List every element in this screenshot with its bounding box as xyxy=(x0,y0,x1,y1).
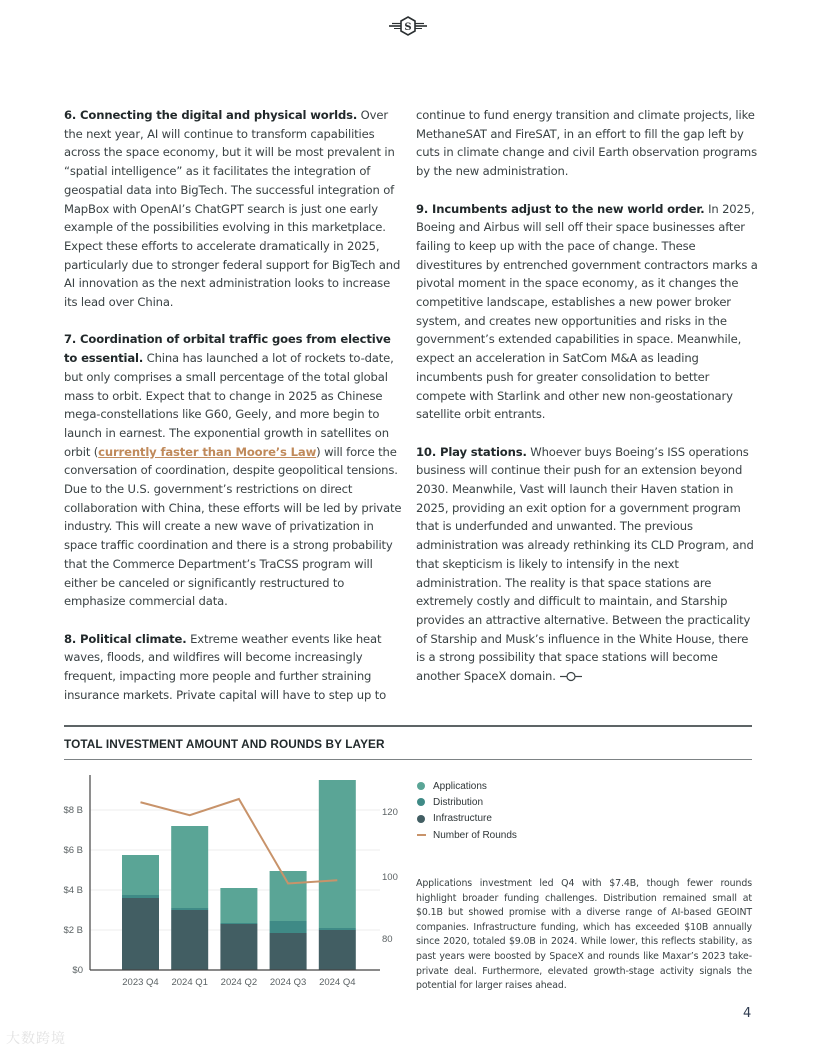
bar-segment-applications xyxy=(220,888,257,923)
winged-s-emblem-icon xyxy=(388,14,428,38)
prediction-7-heading: 7. Coordination of orbital traffic goes from elective to essential. xyxy=(64,332,391,366)
legend-line-icon xyxy=(417,834,426,836)
bar-segment-infrastructure xyxy=(171,910,208,970)
prediction-8-continued: continue to fund energy transition and climate projects, like MethaneSAT and FireSAT, in an effort to fill the gap left by cuts in climate change and civil Earth observation programs by the new administration. xyxy=(416,108,757,179)
y-tick-label: $2 B xyxy=(63,925,83,936)
prediction-9-body: In 2025, Boeing and Airbus will sell off their space businesses after failing to keep up with the pace of change. These divestitures by entrenched government contractors marks a pivotal moment in the space economy, as it changes the competitive landscape, establishes a new power broker system, and creates new opportunities and risks in the government’s extended capabilities in space. Meanwhile, expect an acceleration in SatCom M&A as leading incumbents push for greater consolidation to better compete with Starlink and other new non-geostationary satellite orbit entrants. xyxy=(416,201,758,422)
prediction-7 xyxy=(64,330,406,611)
moores-law-link[interactable]: currently faster than Moore’s Law xyxy=(98,444,317,459)
legend-item-distribution xyxy=(417,794,517,810)
legend-item-rounds xyxy=(417,827,517,843)
prediction-9 xyxy=(416,200,758,424)
prediction-10-heading: 10. Play stations. xyxy=(416,444,527,459)
legend-label: Applications xyxy=(433,780,487,792)
prediction-6 xyxy=(64,106,406,312)
bar-segment-distribution xyxy=(220,923,257,924)
legend-label: Distribution xyxy=(433,796,484,808)
x-tick-label: 2024 Q1 xyxy=(171,977,208,988)
right-text-column xyxy=(416,106,758,704)
x-tick-label: 2024 Q2 xyxy=(220,977,258,988)
bar-segment-infrastructure xyxy=(270,933,307,970)
chart-caption: Applications investment led Q4 with $7.4B, though fewer rounds highlight broader funding challenges. Distribution remained small at $0.1B but showed promise with a diverse range of AI-based GEOINT companies. Infrastructure funding, which has exceeded $10B annually since 2020, totaled $9.0B in 2024. While lower, this reflects stability, as past years were boosted by SpaceX and rounds like Maxar’s 2023 take-private deal. Furthermore, elevated growth-stage activity signals the potential for larger raises ahead. xyxy=(416,878,752,992)
bar-segment-infrastructure xyxy=(319,930,356,970)
watermark: 大数跨境 xyxy=(6,1031,66,1047)
prediction-8-heading: 8. Political climate. xyxy=(64,631,187,646)
svg-text:S: S xyxy=(404,22,412,33)
winged-s-emblem-icon xyxy=(560,671,582,682)
y-tick-label: $6 B xyxy=(63,845,83,856)
bar-segment-distribution xyxy=(122,895,159,898)
legend-label: Number of Rounds xyxy=(433,829,517,841)
page-number: 4 xyxy=(743,1006,752,1021)
prediction-6-heading: 6. Connecting the digital and physical worlds. xyxy=(64,108,358,122)
bar-segment-distribution xyxy=(270,921,307,933)
prediction-7-body-b: ) will force the conversation of coordination, despite geopolitical tensions. Due to the U.S. government’s restrictions on direct collaboration with China, these efforts will be led by private industry. This will create a new wave of privatization in space traffic coordination and there is a strong probability that the Commerce Department’s TraCSS program will either be canceled or significantly restructured to emphasize commercial data. xyxy=(64,444,402,609)
y-tick-label: $0 xyxy=(72,965,83,976)
bar-segment-applications xyxy=(122,855,159,895)
bar-segment-applications xyxy=(270,871,307,921)
bar-segment-applications xyxy=(319,780,356,928)
bar-segment-applications xyxy=(171,826,208,908)
prediction-10-body: Whoever buys Boeing’s ISS operations business will continue their push for an extension beyond 2030. Meanwhile, Vast will launch their Haven station in 2025, providing an exit option for a government program that is underfunded and unwanted. The previous administration was already rethinking its CLD Program, and that skepticism is likely to intensify in the next administration. The reality is that space stations are extremely costly and difficult to maintain, and Starship provides an attractive alternative. Between the practicality of Starship and Musk’s influence in the White House, there is a strong possibility that space stations will become another SpaceX domain. xyxy=(416,444,754,684)
x-tick-label: 2024 Q3 xyxy=(269,977,307,988)
legend-dot-icon xyxy=(417,798,425,806)
y2-tick-label: 100 xyxy=(382,872,398,883)
prediction-8 xyxy=(64,630,406,705)
chart-title-rule xyxy=(64,759,752,760)
bar-segment-infrastructure xyxy=(122,898,159,970)
prediction-10 xyxy=(416,443,758,686)
x-tick-label: 2024 Q4 xyxy=(319,977,356,988)
chart-top-rule xyxy=(64,725,752,727)
left-text-column xyxy=(64,106,406,723)
bar-segment-distribution xyxy=(171,908,208,910)
bar-segment-distribution xyxy=(319,928,356,930)
y-tick-label: $4 B xyxy=(63,885,83,896)
prediction-7-body-a: China has launched a lot of rockets to-date, but only comprises a small percentage of the total global mass to orbit. Expect that to change in 2025 as Chinese mega-constellations like G60, Geely, and more begin to launch in earnest. The exponential growth in satellites on orbit ( xyxy=(64,351,394,459)
investment-chart xyxy=(56,770,406,1000)
prediction-6-body: Over the next year, AI will continue to transform capabilities across the space economy, but it will be most prevalent in “spatial intelligence” as it facilitates the integration of geospatial data into BigTech. The successful integration of MapBox with OpenAI’s ChatGPT search is just one early example of the possibilities evolving in this marketplace. Expect these efforts to accelerate dramatically in 2025, particularly due to stronger federal support for BigTech and AI innovation as the next administration looks to increase its lead over China. xyxy=(64,108,401,310)
chart-title: TOTAL INVESTMENT AMOUNT AND ROUNDS BY LAYER xyxy=(64,737,385,751)
x-tick-label: 2023 Q4 xyxy=(122,977,159,988)
legend-item-infrastructure xyxy=(417,811,517,827)
legend-dot-icon xyxy=(417,815,425,823)
prediction-8-body: Extreme weather events like heat waves, floods, and wildfires will become increasingly frequent, impacting more people and further straining insurance markets. Private capital will have to step up to xyxy=(64,631,387,702)
legend-dot-icon xyxy=(417,782,425,790)
bar-segment-infrastructure xyxy=(220,924,257,970)
legend-label: Infrastructure xyxy=(433,813,492,825)
y2-tick-label: 80 xyxy=(382,934,393,945)
stacked-bar-line-chart xyxy=(56,770,406,1000)
rounds-line xyxy=(141,799,338,884)
chart-legend xyxy=(417,778,517,843)
y2-tick-label: 120 xyxy=(382,807,398,818)
legend-item-applications xyxy=(417,778,517,794)
prediction-9-heading: 9. Incumbents adjust to the new world order. xyxy=(416,201,705,216)
header-logo xyxy=(388,14,428,38)
y-tick-label: $8 B xyxy=(63,805,83,816)
